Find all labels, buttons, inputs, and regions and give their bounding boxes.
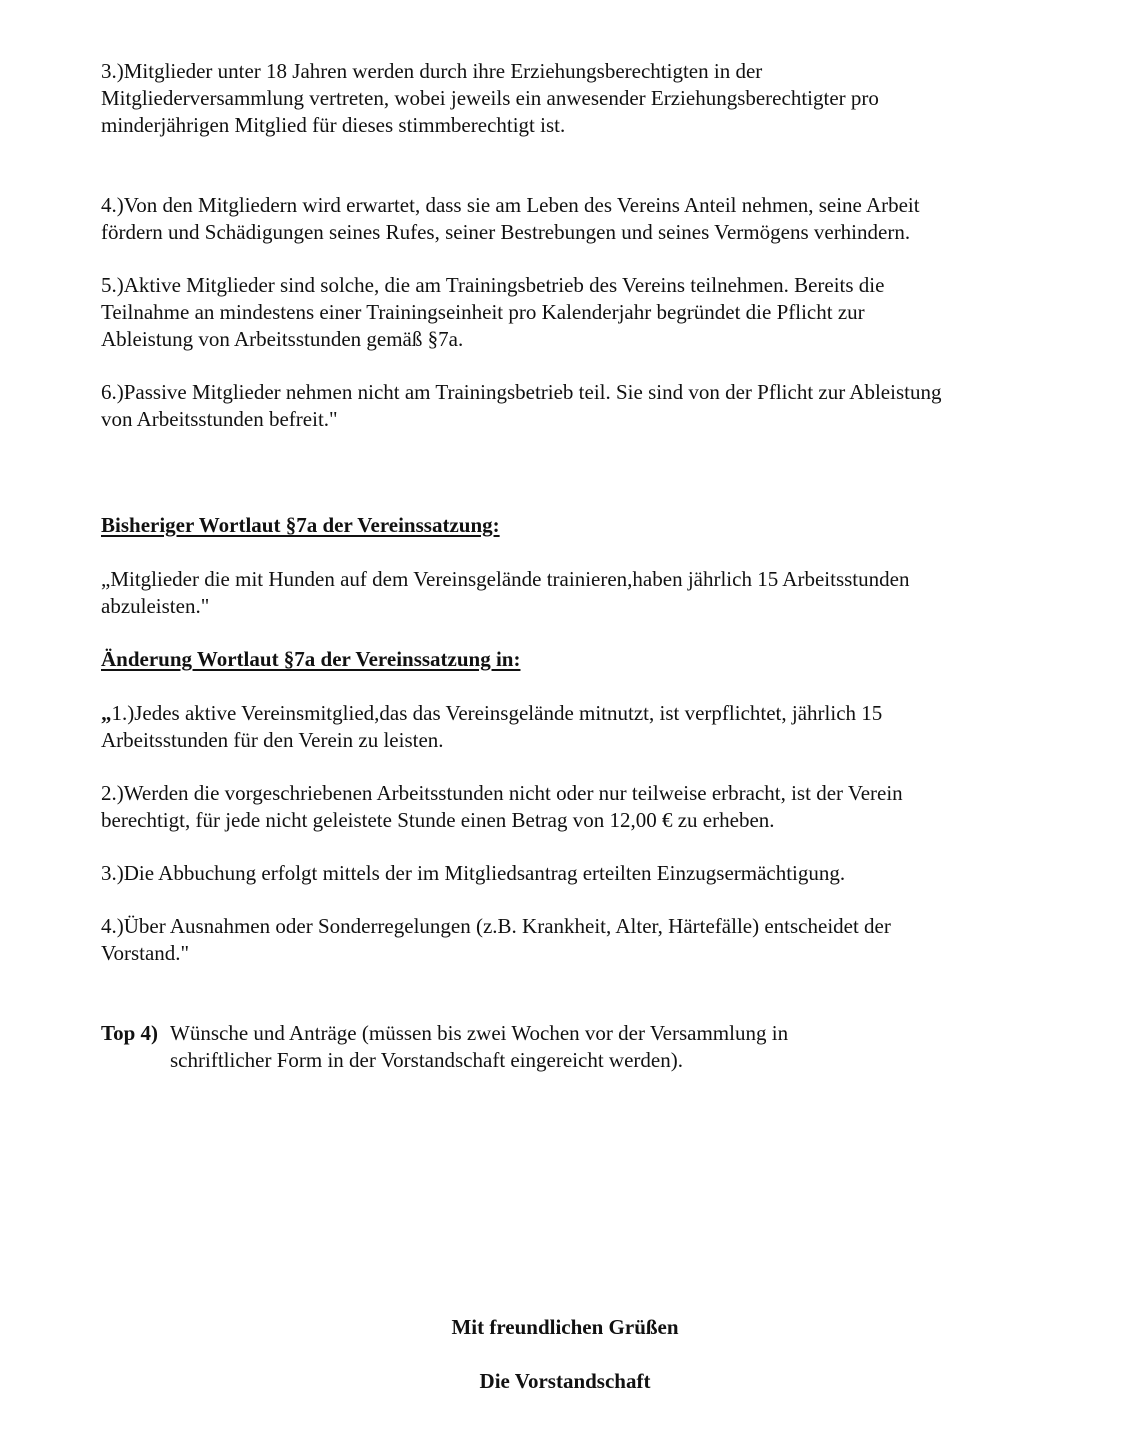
text-line: schriftlicher Form in der Vorstandschaft eingereicht werden).	[170, 1048, 683, 1072]
signature: Die Vorstandschaft	[479, 1369, 651, 1393]
text-line: minderjährigen Mitglied für dieses stimmberechtigt ist.	[101, 113, 566, 137]
document-page	[101, 0, 1041, 1430]
text-line: abzuleisten."	[101, 594, 210, 618]
paragraph-members-under-18	[101, 58, 1036, 139]
text-line: Arbeitsstunden für den Verein zu leisten.	[101, 728, 444, 752]
text-line: berechtigt, für jede nicht geleistete Stunde einen Betrag von 12,00 € zu erheben.	[101, 808, 775, 832]
text-line: von Arbeitsstunden befreit."	[101, 407, 338, 431]
paragraph-new-item-1	[101, 700, 1036, 754]
text-line: 3.)Mitglieder unter 18 Jahren werden durch ihre Erziehungsberechtigten in der	[101, 59, 763, 83]
paragraph-new-item-3	[101, 860, 1036, 887]
text-line: Mitgliederversammlung vertreten, wobei jeweils ein anwesender Erziehungsberechtigter pro	[101, 86, 879, 110]
text-line: 3.)Die Abbuchung erfolgt mittels der im Mitgliedsantrag erteilten Einzugsermächtigung.	[101, 861, 846, 885]
text-line: 2.)Werden die vorgeschriebenen Arbeitsstunden nicht oder nur teilweise erbracht, ist der Verein	[101, 781, 903, 805]
agenda-item-label: Top 4)	[101, 1021, 159, 1045]
text-line: Vorstand."	[101, 941, 190, 965]
text-line	[101, 700, 1036, 727]
text-line-content: 1.)Jedes aktive Vereinsmitglied,das das Vereinsgelände mitnutzt, ist verpflichtet, jährlich 15	[111, 701, 883, 725]
text-line: Wünsche und Anträge (müssen bis zwei Wochen vor der Versammlung in	[170, 1021, 789, 1045]
text-line: 5.)Aktive Mitglieder sind solche, die am Trainingsbetrieb des Vereins teilnehmen. Bereits die	[101, 273, 885, 297]
heading-old-wording: Bisheriger Wortlaut §7a der Vereinssatzung:	[101, 513, 500, 537]
text-line: 4.)Von den Mitgliedern wird erwartet, dass sie am Leben des Vereins Anteil nehmen, seine Arbeit	[101, 193, 920, 217]
paragraph-old-wording	[101, 566, 1036, 620]
text-line: 6.)Passive Mitglieder nehmen nicht am Trainingsbetrieb teil. Sie sind von der Pflicht zur Ableistung	[101, 380, 942, 404]
paragraph-passive-members	[101, 379, 1036, 433]
text-line: Teilnahme an mindestens einer Trainingseinheit pro Kalenderjahr begründet die Pflicht zur	[101, 300, 865, 324]
agenda-item-text	[170, 1020, 970, 1074]
closing-greeting: Mit freundlichen Grüßen	[451, 1315, 679, 1339]
paragraph-new-item-2	[101, 780, 1036, 834]
text-line: fördern und Schädigungen seines Rufes, seiner Bestrebungen und seines Vermögens verhindern.	[101, 220, 911, 244]
text-line: „Mitglieder die mit Hunden auf dem Vereinsgelände trainieren,haben jährlich 15 Arbeitsstunden	[101, 567, 910, 591]
paragraph-new-item-4	[101, 913, 1036, 967]
heading-new-wording: Änderung Wortlaut §7a der Vereinssatzung in:	[101, 647, 521, 671]
opening-quote-mark: „	[101, 701, 112, 725]
text-line: Ableistung von Arbeitsstunden gemäß §7a.	[101, 327, 464, 351]
paragraph-member-expectations	[101, 192, 1036, 246]
text-line: 4.)Über Ausnahmen oder Sonderregelungen (z.B. Krankheit, Alter, Härtefälle) entscheidet der	[101, 914, 891, 938]
paragraph-active-members	[101, 272, 1036, 353]
